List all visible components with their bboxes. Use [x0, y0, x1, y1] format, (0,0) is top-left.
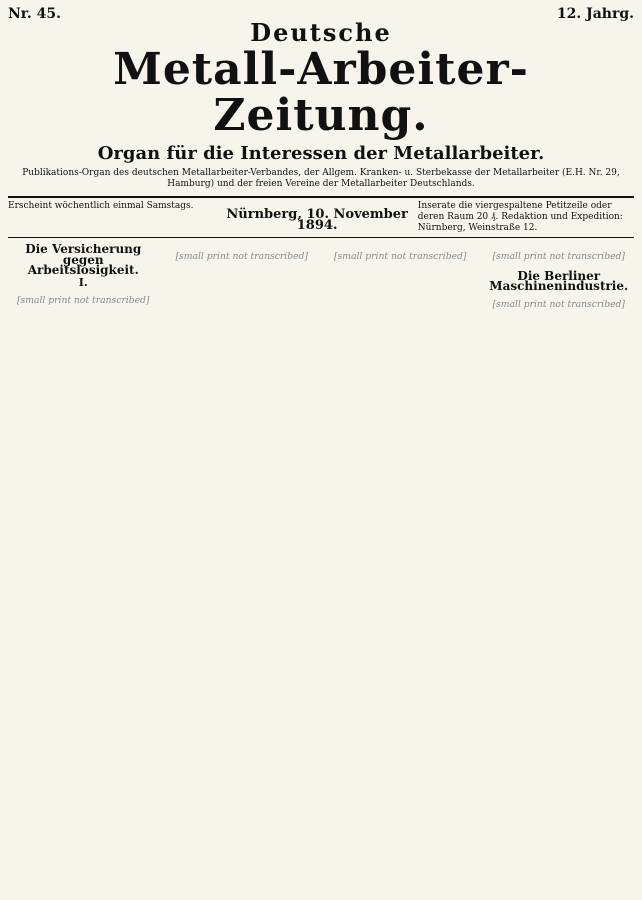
year-label: 12. Jahrg.	[556, 6, 634, 22]
article-columns	[8, 244, 634, 869]
column-4	[484, 244, 635, 869]
publication-note: Publikations-Organ des deutschen Metallarbeiter-Verbandes, der Allgem. Kranken- u. Sterbekasse der Metallarbeiter (E.H. Nr. 29, Hamburg) und der freien Vereine der Metallarbeiter Deutschlands.	[22, 168, 620, 189]
column-4b-placeholder: [small print not transcribed]	[492, 298, 626, 310]
date-line: Nürnberg, 10. November 1894.	[226, 207, 408, 233]
info-bar	[8, 201, 634, 234]
newspaper-subtitle: Organ für die Interessen der Metallarbeiter.	[97, 143, 545, 164]
column-2-placeholder: [small print not transcribed]	[175, 251, 309, 262]
column-3-placeholder: [small print not transcribed]	[333, 251, 467, 262]
column-3	[325, 244, 476, 869]
column-1-placeholder: [small print not transcribed]	[16, 295, 150, 307]
masthead-rule	[8, 196, 634, 198]
info-left: Erscheint wöchentlich einmal Samstags.	[8, 201, 194, 211]
column-4-placeholder: [small print not transcribed]	[492, 251, 626, 262]
newspaper-title: Metall-Arbeiter-Zeitung.	[113, 44, 529, 141]
article-subtitle-1: I.	[78, 275, 88, 289]
column-1	[8, 244, 159, 869]
title-line-1: Deutsche	[250, 18, 392, 47]
article-title-1: Die Versicherung gegen Arbeitslosigkeit.	[25, 244, 142, 278]
infobar-rule	[8, 237, 634, 238]
info-right: Inserate die viergespaltene Petitzeile oder deren Raum 20 ₰. Redaktion und Expedition: Nürnberg, Weinstraße 12.	[417, 201, 623, 233]
article-title-4: Die Berliner Maschinenindustrie.	[489, 268, 629, 294]
column-2	[167, 244, 318, 869]
issue-number: Nr. 45.	[8, 6, 61, 22]
